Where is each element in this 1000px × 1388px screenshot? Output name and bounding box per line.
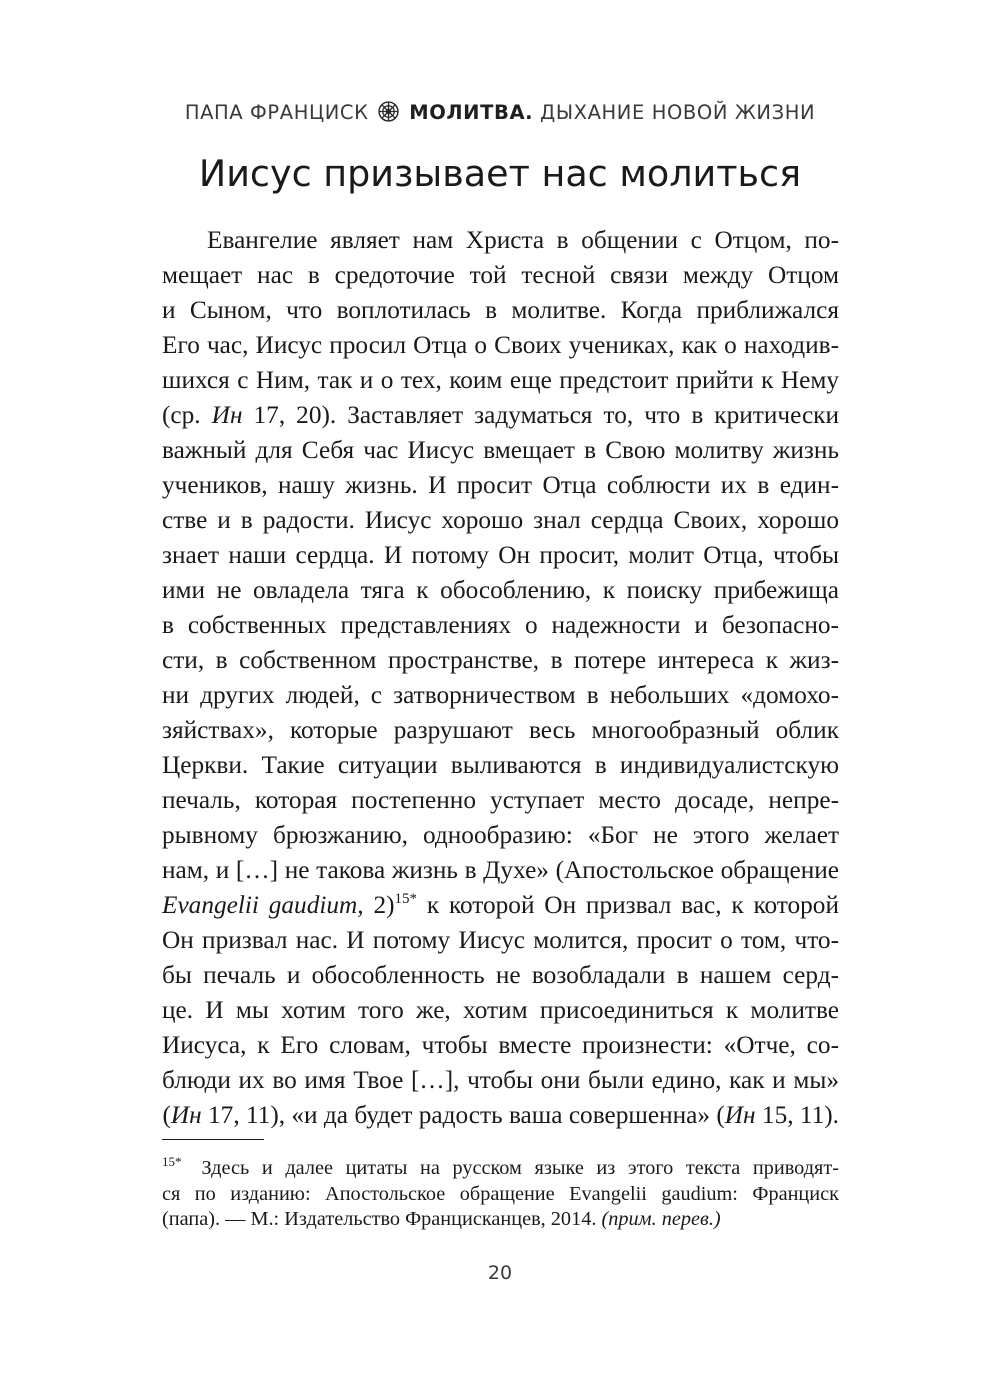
- text-line: Евангелие являет нам Христа в общении с Отцом, по-: [207, 226, 839, 254]
- page-number: 20: [487, 1262, 513, 1284]
- text-line: ими не овладела тяга к обособлению, к поиску прибежища: [162, 576, 839, 604]
- text-line: Иисуса, к Его словам, чтобы вместе произнести: «Отче, со-: [162, 1031, 839, 1059]
- running-head-subtitle: ДЫХАНИЕ НОВОЙ ЖИЗНИ: [539, 101, 816, 124]
- text-line: сти, в собственном пространстве, в потере интереса к жиз-: [162, 646, 839, 674]
- text-run: 17, 20). Заставляет задуматься то, что в критически: [242, 401, 840, 429]
- text-line: Он призвал нас. И потому Иисус молится, просит о том, что-: [162, 926, 839, 954]
- scripture-reference: Ин: [724, 1101, 756, 1129]
- text-run: 17, 11), «и да будет радость ваша совершенна» (: [201, 1101, 725, 1129]
- footnote-marker: 15*: [162, 1154, 182, 1169]
- footnote-text: (папа). — М.: Издательство Францисканцев, 2014.: [162, 1208, 602, 1230]
- text-line: ни других людей, с затворничеством в небольших «домохо-: [162, 681, 839, 709]
- text-line: зяйствах», которые разрушают весь многообразный облик: [162, 716, 839, 744]
- text-line: стве и в радости. Иисус хорошо знал сердца Своих, хорошо: [162, 506, 839, 534]
- text-line: нам, и […] не такова жизнь в Духе» (Апостольское обращение: [162, 856, 839, 884]
- text-run: к которой Он призвал вас, к которой: [417, 891, 839, 919]
- text-line: в собственных представлениях о надежности и безопасно-: [162, 611, 839, 639]
- footnote-line: [162, 1207, 839, 1233]
- text-run: 2): [363, 891, 395, 919]
- footnote-divider: [162, 1139, 264, 1140]
- footnote-line: [162, 1156, 839, 1182]
- rosette-ornament-icon: [378, 101, 399, 122]
- footnote-line: ся по изданию: Апостольское обращение Evangelii gaudium: Франциск: [162, 1182, 839, 1205]
- running-head: [0, 101, 1000, 124]
- document-title-italic: Evangelii gaudium,: [162, 891, 364, 919]
- text-line: це. И мы хотим того же, хотим присоединиться к молитве: [162, 996, 839, 1024]
- text-line: шихся с Ним, так и о тех, коим еще предстоит прийти к Нему: [162, 366, 839, 394]
- text-line: мещает нас в средоточие той тесной связи между Отцом: [162, 261, 839, 289]
- text-line: знает наши сердца. И потому Он просит, молит Отца, чтобы: [162, 541, 839, 569]
- running-head-book-title: МОЛИТВА.: [409, 101, 534, 124]
- text-line: и Сыном, что воплотилась в молитве. Когда приближался: [162, 296, 839, 324]
- text-run: (ср.: [162, 401, 212, 429]
- text-line: учеников, нашу жизнь. И просит Отца соблюсти их в един-: [162, 471, 839, 499]
- scripture-reference: Ин: [170, 1101, 202, 1129]
- text-run: (: [162, 1101, 171, 1129]
- footnote-reference[interactable]: 15*: [394, 891, 418, 907]
- text-line: важный для Себя час Иисус вмещает в Свою молитву жизнь: [162, 436, 839, 464]
- text-line: печаль, которая постепенно уступает место досаде, непре-: [162, 786, 839, 814]
- footnote: [162, 1156, 839, 1233]
- text-line: Церкви. Такие ситуации выливаются в индивидуалистскую: [162, 751, 839, 779]
- footnote-text: Здесь и далее цитаты на русском языке из этого текста приводят-: [201, 1157, 839, 1179]
- running-head-author: ПАПА ФРАНЦИСК: [184, 101, 369, 124]
- text-line: [162, 1098, 839, 1133]
- text-line: бы печаль и обособленность не возобладали в нашем серд-: [162, 961, 839, 989]
- text-line: [162, 398, 839, 433]
- chapter-title: Иисус призывает нас молиться: [198, 152, 802, 195]
- translator-note: (прим. перев.): [601, 1208, 721, 1230]
- text-line: рывному брюзжанию, однообразию: «Бог не этого желает: [162, 821, 839, 849]
- text-line: блюди их во имя Твое […], чтобы они были едино, как и мы»: [162, 1066, 839, 1094]
- text-line: Его час, Иисус просил Отца о Своих учениках, как о находив-: [162, 331, 839, 359]
- text-line: [162, 888, 839, 923]
- body-paragraph: [162, 223, 839, 1133]
- scripture-reference: Ин: [211, 401, 243, 429]
- text-run: 15, 11).: [755, 1101, 839, 1129]
